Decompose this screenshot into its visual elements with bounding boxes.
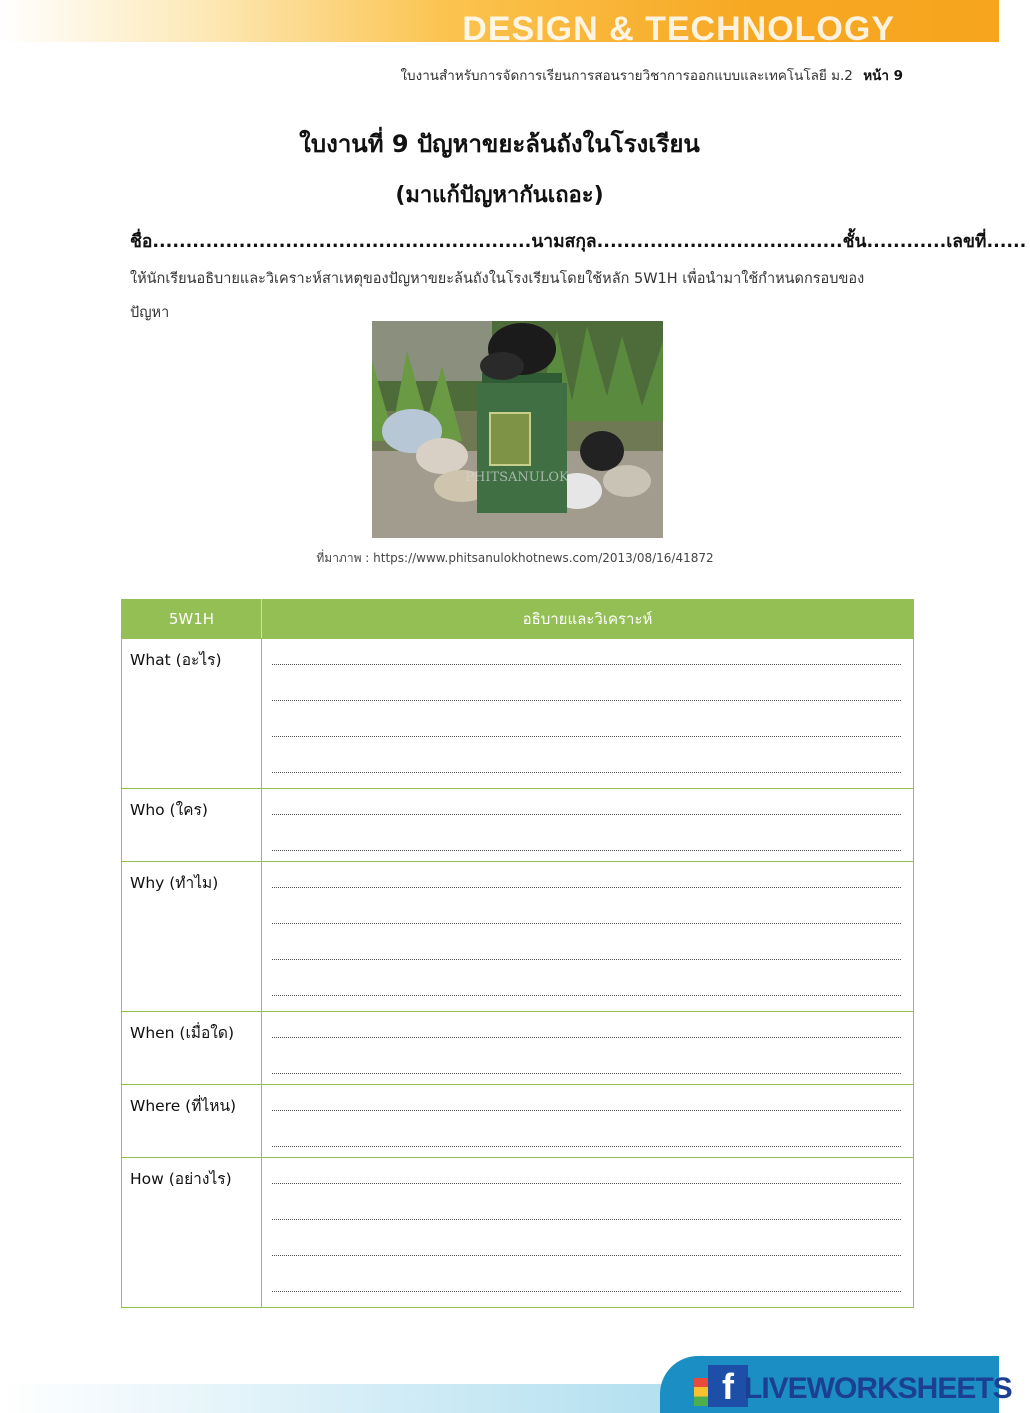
answer-line[interactable] [272, 862, 901, 888]
answer-line[interactable] [272, 1184, 901, 1220]
row-label-how: How (อย่างไร) [122, 1158, 262, 1308]
answer-line[interactable] [272, 701, 901, 737]
liveworksheets-logo[interactable]: LIVEWORKSHEETS [744, 1372, 1012, 1405]
answer-line[interactable] [272, 815, 901, 851]
answer-line[interactable] [272, 960, 901, 996]
row-label-when: When (เมื่อใด) [122, 1012, 262, 1085]
answer-line[interactable] [272, 665, 901, 701]
table-row-where [122, 1085, 914, 1158]
answer-area-why[interactable] [262, 862, 914, 1012]
worksheet-subtitle: (มาแก้ปัญหากันเถอะ) [395, 183, 604, 208]
worksheet-title: ใบงานที่ 9 ปัญหาขยะล้นถังในโรงเรียน [299, 130, 700, 158]
analysis-table [121, 599, 914, 1308]
answer-line[interactable] [272, 789, 901, 815]
page-number: หน้า 9 [863, 68, 903, 84]
answer-area-what[interactable] [262, 639, 914, 789]
answer-line[interactable] [272, 1085, 901, 1111]
answer-area-who[interactable] [262, 789, 914, 862]
row-label-why: Why (ทำไม) [122, 862, 262, 1012]
answer-line[interactable] [272, 888, 901, 924]
table-row-who [122, 789, 914, 862]
photo-watermark: PHITSANULOK [465, 470, 569, 485]
answer-line[interactable] [272, 924, 901, 960]
trash-bin-photo [372, 321, 663, 538]
row-label-what: What (อะไร) [122, 639, 262, 789]
instruction-text: ให้นักเรียนอธิบายและวิเคราะห์สาเหตุของปัญหาขยะล้นถังในโรงเรียนโดยใช้หลัก 5W1H เพื่อนำมาใช้กำหนดกรอบของปัญหา [130, 271, 865, 321]
table-row-why [122, 862, 914, 1012]
page-header [400, 64, 903, 86]
header-analysis: อธิบายและวิเคราะห์ [262, 600, 914, 639]
table-row-how [122, 1158, 914, 1308]
row-label-where: Where (ที่ไหน) [122, 1085, 262, 1158]
answer-line[interactable] [272, 1111, 901, 1147]
facebook-icon[interactable]: f [708, 1365, 748, 1407]
answer-line[interactable] [272, 639, 901, 665]
header-5w1h: 5W1H [122, 600, 262, 639]
answer-area-where[interactable] [262, 1085, 914, 1158]
answer-line[interactable] [272, 1038, 901, 1074]
student-info-line: ชื่อ.........................................................นามสกุล.....................................ชั้น............เลขที่...... [130, 232, 1027, 252]
answer-line[interactable] [272, 1220, 901, 1256]
table-header-row [122, 600, 914, 639]
row-label-who: Who (ใคร) [122, 789, 262, 862]
answer-line[interactable] [272, 737, 901, 773]
answer-line[interactable] [272, 1256, 901, 1292]
header-band [0, 0, 999, 48]
table-row-when [122, 1012, 914, 1085]
answer-area-when[interactable] [262, 1012, 914, 1085]
image-caption: ที่มาภาพ : https://www.phitsanulokhotnews.com/2013/08/16/41872 [316, 551, 714, 565]
brand-title: DESIGN & TECHNOLOGY [462, 10, 895, 48]
table-row-what [122, 639, 914, 789]
answer-area-how[interactable] [262, 1158, 914, 1308]
live-badge-icon [694, 1378, 708, 1406]
header-subtitle: ใบงานสำหรับการจัดการเรียนการสอนรายวิชาการออกแบบและเทคโนโลยี ม.2 [400, 68, 853, 84]
answer-line[interactable] [272, 1158, 901, 1184]
answer-line[interactable] [272, 1012, 901, 1038]
